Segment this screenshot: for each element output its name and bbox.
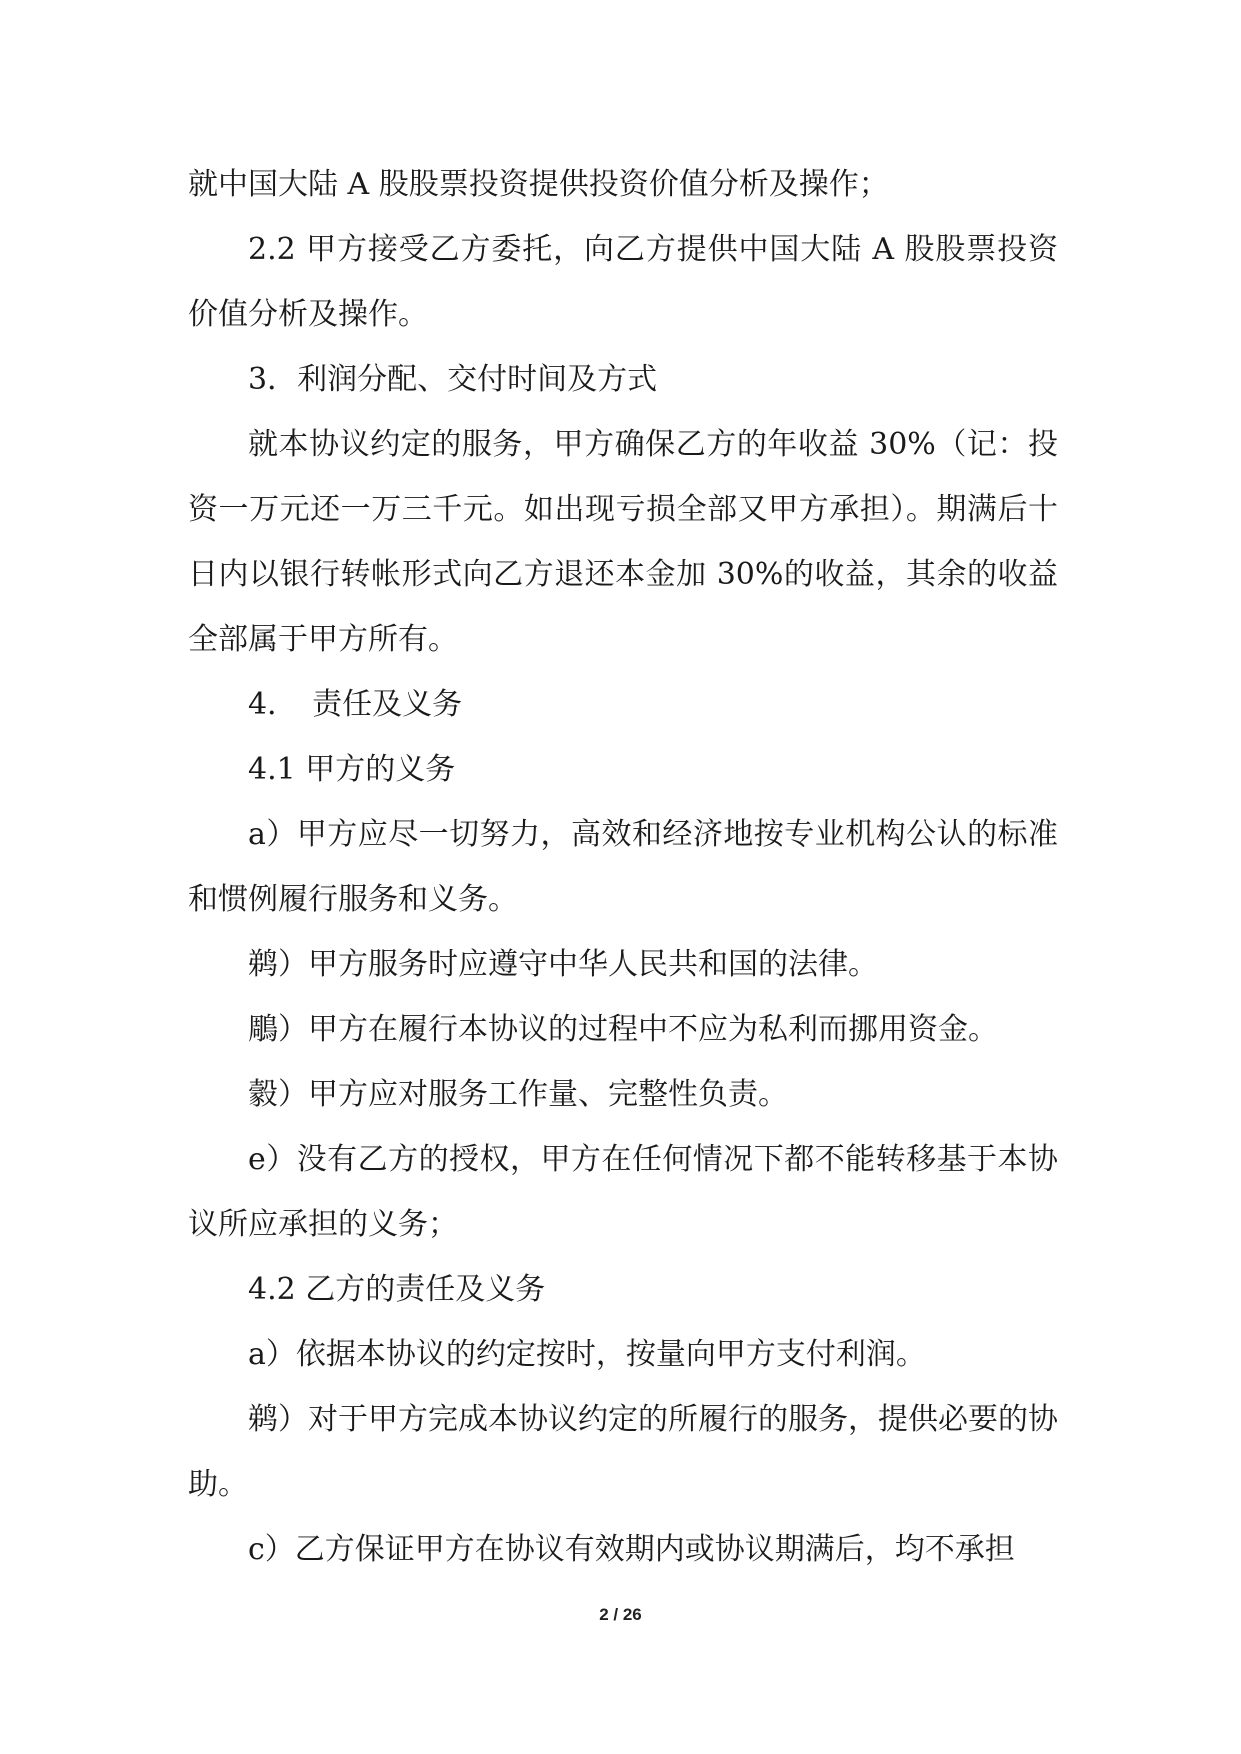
section-heading-3: 3．利润分配、交付时间及方式 — [248, 362, 658, 397]
list-item-b: 鹈）甲方服务时应遵守中华人民共和国的法律。 — [248, 947, 878, 982]
section-heading-4: 4． 责任及义务 — [248, 687, 463, 722]
list-item-d: 豰）甲方应对服务工作量、完整性负责。 — [248, 1077, 788, 1112]
list-item-party-b-b: 鹈）对于甲方完成本协议约定的所履行的服务，提供必要的协助。 — [188, 1402, 1058, 1502]
document-body — [188, 152, 1058, 1582]
list-item-a: a）甲方应尽一切努力，高效和经济地按专业机构公认的标准和惯例履行服务和义务。 — [188, 817, 1058, 917]
subsection-heading-4-2: 4.2 乙方的责任及义务 — [248, 1272, 546, 1307]
list-item-e: e）没有乙方的授权，甲方在任何情况下都不能转移基于本协议所应承担的义务； — [188, 1142, 1058, 1242]
list-item-c: 鵰）甲方在履行本协议的过程中不应为私利而挪用资金。 — [248, 1012, 998, 1047]
list-item-party-b-c: c）乙方保证甲方在协议有效期内或协议期满后，均不承担 — [248, 1532, 1015, 1567]
list-item-party-b-a: a）依据本协议的约定按时，按量向甲方支付利润。 — [248, 1337, 926, 1372]
paragraph-2: 2.2 甲方接受乙方委托，向乙方提供中国大陆 A 股股票投资价值分析及操作。 — [188, 232, 1058, 332]
page-number: 2 / 26 — [599, 1605, 642, 1624]
paragraph-profit: 就本协议约定的服务，甲方确保乙方的年收益 30%（记：投资一万元还一万三千元。如出现亏损全部又甲方承担）。期满后十日内以银行转帐形式向乙方退还本金加 30%的收益，其余的收益全部属于甲方所有。 — [188, 427, 1058, 657]
paragraph-1: 就中国大陆 A 股股票投资提供投资价值分析及操作； — [188, 167, 889, 202]
subsection-heading-4-1: 4.1 甲方的义务 — [248, 752, 456, 787]
